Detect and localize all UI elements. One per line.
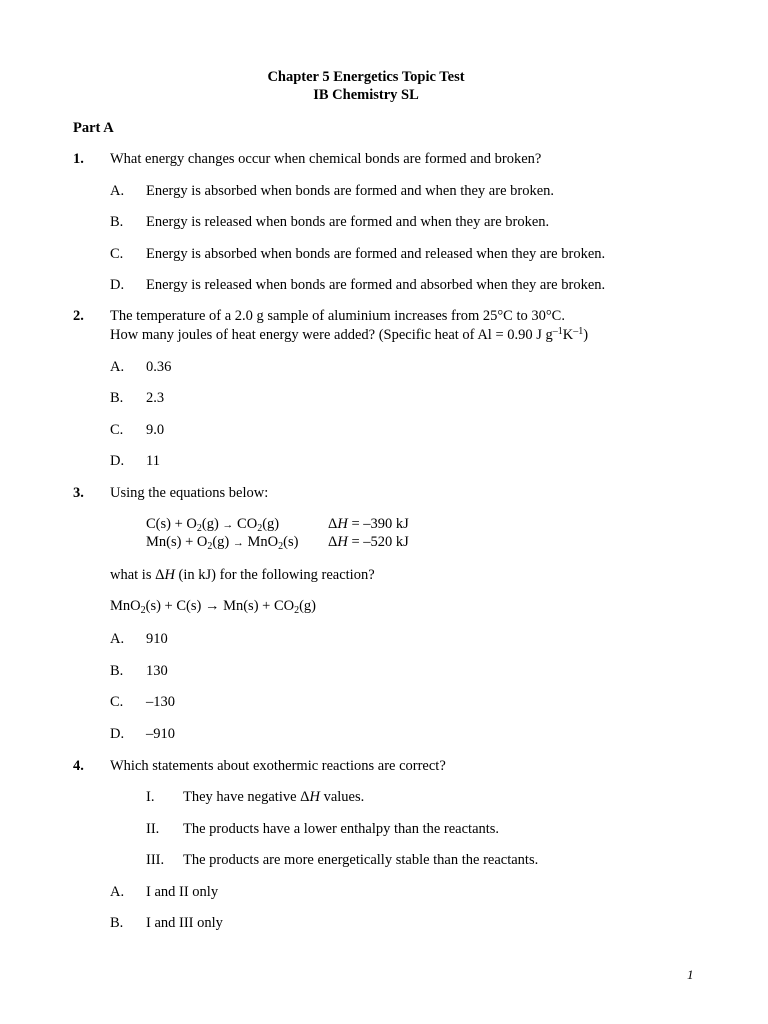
subscript: 2	[196, 523, 202, 534]
option-text: Energy is absorbed when bonds are formed and when they are broken.	[146, 183, 555, 199]
option-text: 2.3	[146, 390, 165, 406]
text-run: values.	[319, 789, 365, 805]
option-text: –130	[146, 694, 175, 710]
option-text: Energy is released when bonds are formed and absorbed when they are broken.	[146, 277, 606, 293]
option-text: 9.0	[146, 422, 165, 438]
question-number: 4.	[73, 758, 84, 774]
text-run: (g)	[299, 598, 317, 614]
text-run: MnO	[247, 534, 279, 550]
text-run: Mn(s) + O	[146, 534, 208, 550]
text-run: (in kJ) for the following reaction?	[174, 567, 375, 583]
subscript: 2	[278, 541, 284, 552]
page-subtitle: IB Chemistry SL	[313, 87, 419, 103]
statement-text: The products have a lower enthalpy than the reactants.	[183, 821, 500, 837]
option-letter: D.	[110, 277, 125, 293]
statement-text: The products are more energetically stable than the reactants.	[183, 852, 539, 868]
variable: H	[337, 516, 348, 532]
page-title: Chapter 5 Energetics Topic Test	[267, 69, 465, 85]
question-text: Which statements about exothermic reactions are correct?	[110, 758, 446, 774]
superscript: –1	[573, 326, 584, 337]
subscript: 2	[294, 605, 300, 616]
option-text: 910	[146, 631, 168, 647]
option-letter: B.	[110, 915, 124, 931]
option-text: I and II only	[146, 884, 219, 900]
text-run: = –520 kJ	[347, 534, 409, 550]
subscript: 2	[257, 523, 263, 534]
option-letter: A.	[110, 359, 125, 375]
arrow: →	[222, 519, 234, 531]
equation-2	[146, 533, 298, 552]
delta-symbol: Δ	[328, 534, 338, 550]
option-letter: A.	[110, 884, 125, 900]
option-letter: C.	[110, 246, 124, 262]
statement-numeral: III.	[146, 852, 165, 868]
superscript: –1	[552, 326, 563, 337]
reaction-equation	[110, 597, 316, 615]
part-label: Part A	[73, 120, 114, 136]
page-number: 1	[687, 967, 694, 982]
enthalpy-value-2	[328, 533, 409, 551]
text-run: (g)	[212, 534, 230, 550]
subscript: 2	[140, 605, 146, 616]
question-text	[110, 566, 375, 584]
option-text: 0.36	[146, 359, 172, 375]
statement-numeral: II.	[146, 821, 160, 837]
question-text-line2	[110, 326, 588, 344]
question-text: What energy changes occur when chemical bonds are formed and broken?	[110, 151, 542, 167]
statement-numeral: I.	[146, 789, 155, 805]
question-number: 1.	[73, 151, 84, 167]
option-text: 11	[146, 453, 160, 469]
option-letter: A.	[110, 183, 125, 199]
text-run: How many joules of heat energy were added? (Specific heat of Al = 0.90 J g	[110, 327, 553, 343]
text-run: CO	[237, 516, 258, 532]
option-text: Energy is absorbed when bonds are formed and released when they are broken.	[146, 246, 606, 262]
question-number: 3.	[73, 485, 84, 501]
option-letter: C.	[110, 694, 124, 710]
text-run: what is Δ	[110, 567, 165, 583]
option-letter: B.	[110, 663, 124, 679]
option-letter: A.	[110, 631, 125, 647]
text-run: C(s) + O	[146, 516, 197, 532]
option-letter: D.	[110, 453, 125, 469]
variable: H	[164, 567, 175, 583]
option-text: 130	[146, 663, 168, 679]
text-run: (s)	[283, 534, 299, 550]
question-text: Using the equations below:	[110, 485, 269, 501]
option-letter: B.	[110, 214, 124, 230]
text-run: (s) + C(s) → Mn(s) + CO	[145, 598, 295, 614]
arrow: →	[232, 537, 244, 549]
option-text: –910	[146, 726, 175, 742]
text-run: K	[562, 327, 574, 343]
enthalpy-value-1	[328, 515, 409, 533]
text-run: )	[583, 327, 589, 343]
text-run: MnO	[110, 598, 141, 614]
subscript: 2	[207, 541, 213, 552]
option-letter: B.	[110, 390, 124, 406]
text-run: = –390 kJ	[347, 516, 409, 532]
option-letter: C.	[110, 422, 124, 438]
variable: H	[337, 534, 348, 550]
statement-text	[183, 788, 364, 806]
variable: H	[309, 789, 320, 805]
text-run: (g)	[201, 516, 219, 532]
option-text: Energy is released when bonds are formed and when they are broken.	[146, 214, 550, 230]
option-letter: D.	[110, 726, 125, 742]
text-run: They have negative Δ	[183, 789, 310, 805]
option-text: I and III only	[146, 915, 223, 931]
delta-symbol: Δ	[328, 516, 338, 532]
equation-1	[146, 515, 279, 534]
text-run: (g)	[262, 516, 280, 532]
question-number: 2.	[73, 308, 84, 324]
question-text-line1: The temperature of a 2.0 g sample of aluminium increases from 25°C to 30°C.	[110, 308, 565, 324]
